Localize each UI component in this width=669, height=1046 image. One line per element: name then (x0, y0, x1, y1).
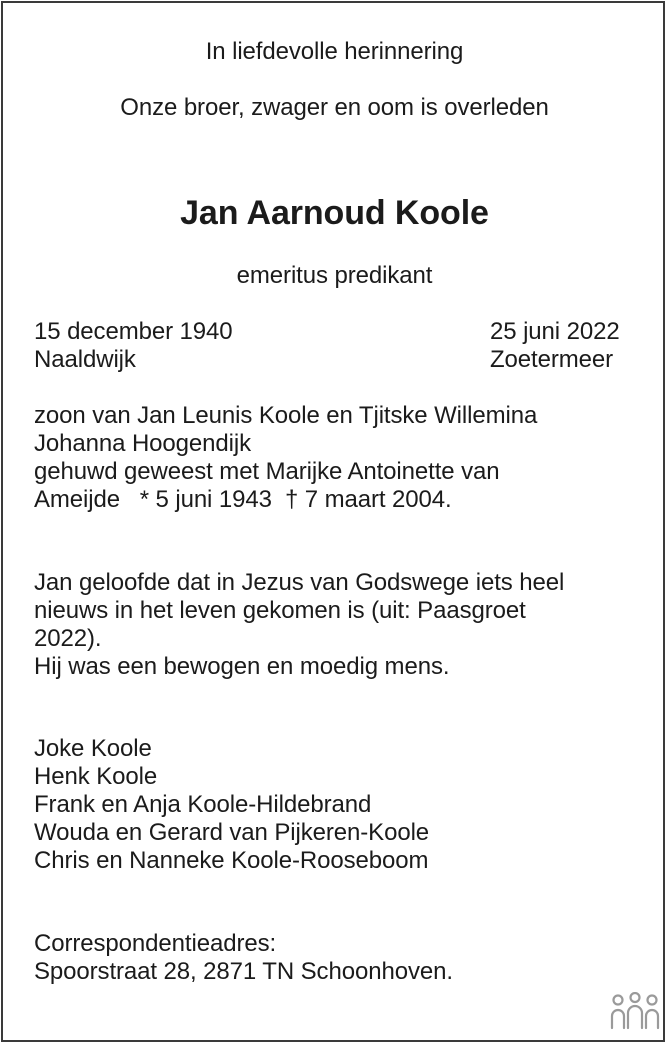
birth-date: 15 december 1940 (34, 318, 233, 345)
relative-name: Henk Koole (34, 763, 158, 790)
correspondence-label: Correspondentieadres: (34, 930, 277, 957)
relative-name: Joke Koole (34, 735, 152, 762)
tribute-line: Jan geloofde dat in Jezus van Godswege iets heel (34, 569, 565, 596)
family-line: zoon van Jan Leunis Koole en Tjitske Willemina (34, 402, 538, 429)
deceased-title: emeritus predikant (236, 262, 433, 289)
correspondence-address: Spoorstraat 28, 2871 TN Schoonhoven. (34, 958, 453, 985)
relative-name: Frank en Anja Koole-Hildebrand (34, 791, 372, 818)
intro-line: In liefdevolle herinnering (205, 38, 464, 65)
death-place: Zoetermeer (490, 346, 614, 373)
tribute-line: 2022). (34, 625, 102, 652)
family-line: Johanna Hoogendijk (34, 430, 252, 457)
announcement-line: Onze broer, zwager en oom is overleden (120, 94, 549, 121)
family-line: gehuwd geweest met Marijke Antoinette van (34, 458, 500, 485)
family-line: Ameijde * 5 juni 1943 † 7 maart 2004. (34, 486, 452, 513)
relative-name: Chris en Nanneke Koole-Rooseboom (34, 847, 429, 874)
tribute-line: Hij was een bewogen en moedig mens. (34, 653, 450, 680)
announcement-border (1, 1, 665, 1042)
relative-name: Wouda en Gerard van Pijkeren-Koole (34, 819, 430, 846)
tribute-line: nieuws in het leven gekomen is (uit: Paasgroet (34, 597, 526, 624)
birth-place: Naaldwijk (34, 346, 136, 373)
deceased-name: Jan Aarnoud Koole (180, 194, 489, 232)
death-date: 25 juni 2022 (490, 318, 620, 345)
people-group-icon (609, 992, 661, 1032)
